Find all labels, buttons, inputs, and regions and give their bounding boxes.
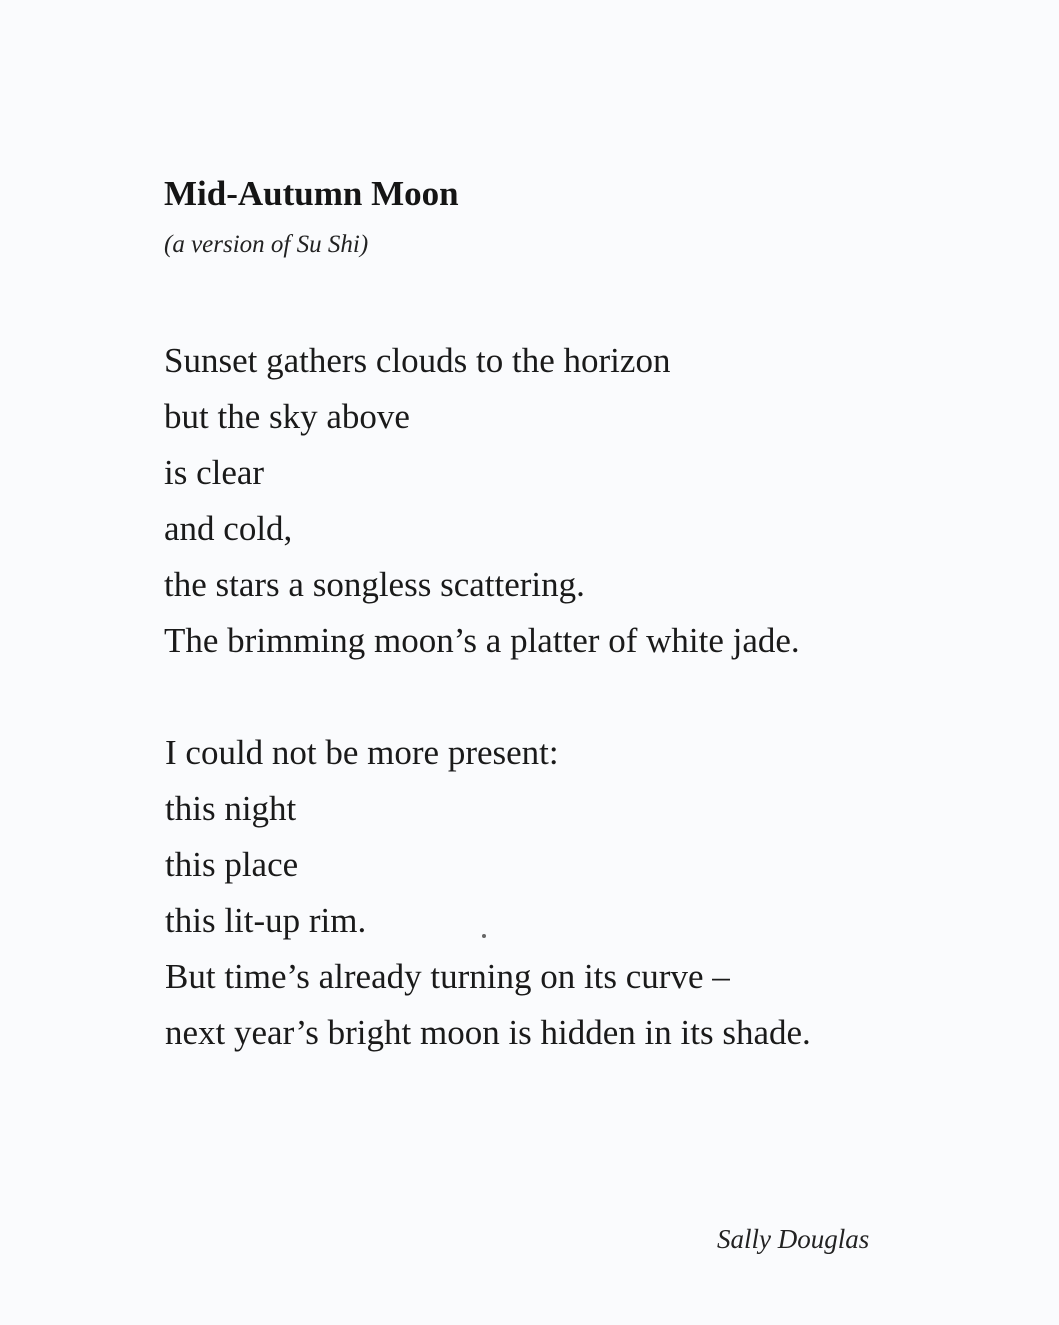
ink-speck xyxy=(482,934,486,938)
poem-line: this place xyxy=(165,845,299,884)
poem-subtitle: (a version of Su Shi) xyxy=(164,231,369,258)
poem-stanza-1 xyxy=(164,333,800,669)
poem-line: is clear xyxy=(164,453,265,492)
poem-line: but the sky above xyxy=(164,397,410,436)
poem-stanza-2 xyxy=(165,725,811,1061)
poem-line: Sunset gathers clouds to the horizon xyxy=(164,341,671,380)
poem-line: this lit-up rim. xyxy=(165,901,367,940)
poem-author: Sally Douglas xyxy=(717,1224,870,1254)
poem-line: But time’s already turning on its curve – xyxy=(165,957,730,996)
poem-line: The brimming moon’s a platter of white jade. xyxy=(164,621,800,660)
poem-line: the stars a songless scattering. xyxy=(164,565,585,604)
poem-title: Mid-Autumn Moon xyxy=(164,174,459,213)
poem-line: this night xyxy=(165,789,297,828)
poem-line: I could not be more present: xyxy=(165,733,559,772)
poem-line: next year’s bright moon is hidden in its shade. xyxy=(165,1013,811,1052)
poem-line: and cold, xyxy=(164,509,293,548)
